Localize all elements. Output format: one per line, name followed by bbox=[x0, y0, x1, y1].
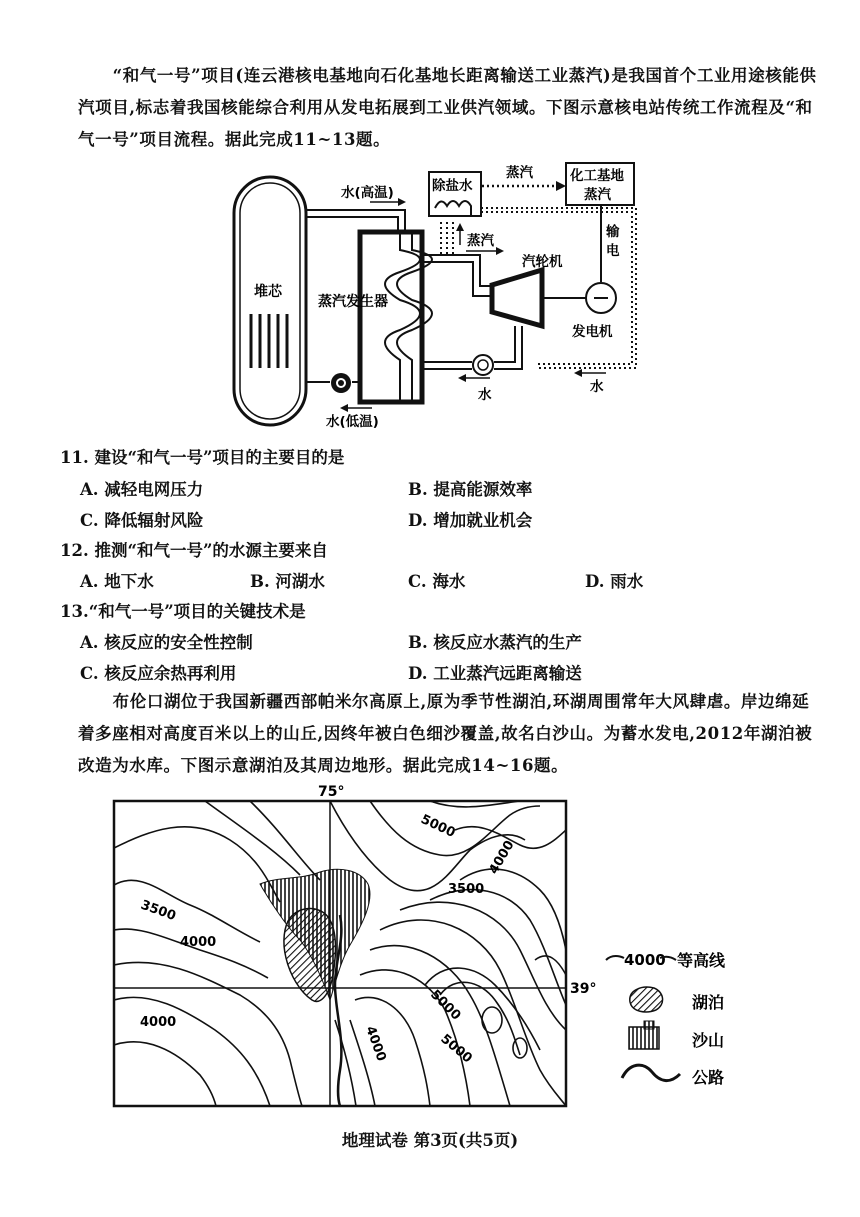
contour-label: 3500 bbox=[448, 882, 485, 897]
steam-mid-label: 蒸汽 bbox=[467, 233, 494, 249]
q12-option-a[interactable]: A. 地下水 bbox=[80, 572, 154, 591]
q11-option-c[interactable]: C. 降低辐射风险 bbox=[80, 511, 204, 530]
contour-label: 4000 bbox=[362, 1024, 389, 1064]
legend-lake-label: 湖泊 bbox=[692, 993, 725, 1012]
q12-option-b[interactable]: B. 河湖水 bbox=[250, 572, 325, 591]
intro-paragraph-2: 布伦口湖位于我国新疆西部帕米尔高原上,原为季节性湖泊,环湖周围常年大风肆虐。岸边绵延着多座相对高度百米以上的山丘,因终年被白色细沙覆盖,故名白沙山。为蓄水发电,2012年湖泊被改造为水库。下图示意湖泊及其周边地形。据此完成14~16题。 bbox=[78, 692, 813, 775]
longitude-label: 75° bbox=[318, 784, 345, 800]
legend-road-label: 公路 bbox=[692, 1068, 725, 1087]
contour-label: 4000 bbox=[486, 838, 518, 877]
turbine bbox=[492, 270, 542, 326]
steam-top-label: 蒸汽 bbox=[506, 165, 533, 181]
contour-label: 5000 bbox=[418, 812, 458, 841]
generator-label: 发电机 bbox=[572, 324, 613, 340]
reactor-label: 堆芯 bbox=[254, 284, 282, 300]
water-high-label: 水(高温) bbox=[341, 185, 394, 201]
legend-sand-label: 沙山 bbox=[692, 1031, 725, 1050]
q13-option-d[interactable]: D. 工业蒸汽远距离输送 bbox=[408, 664, 582, 683]
water-bottom-label: 水 bbox=[478, 387, 492, 403]
map-legend bbox=[606, 951, 726, 1087]
q12-option-d[interactable]: D. 雨水 bbox=[585, 572, 644, 591]
question-12: 12. 推测“和气一号”的水源主要来自 bbox=[60, 541, 328, 560]
q11-option-d[interactable]: D. 增加就业机会 bbox=[408, 511, 533, 530]
q13-option-c[interactable]: C. 核反应余热再利用 bbox=[80, 664, 237, 683]
transmit-label-2: 电 bbox=[606, 243, 620, 259]
steam-generator-label: 蒸汽发生器 bbox=[318, 294, 388, 310]
q11-option-a[interactable]: A. 减轻电网压力 bbox=[80, 480, 204, 499]
reactor-vessel bbox=[234, 177, 306, 425]
base-label-2: 蒸汽 bbox=[584, 187, 611, 203]
nuclear-flow-diagram bbox=[0, 150, 860, 440]
legend-contour-label: 等高线 bbox=[677, 951, 726, 970]
legend-contour-value: 4000 bbox=[624, 951, 666, 969]
q12-option-c[interactable]: C. 海水 bbox=[408, 572, 466, 591]
base-label-1: 化工基地 bbox=[570, 168, 624, 184]
turbine-label: 汽轮机 bbox=[522, 254, 563, 270]
contour-label: 4000 bbox=[180, 935, 217, 950]
contour-map bbox=[0, 780, 860, 1120]
q11-option-b[interactable]: B. 提高能源效率 bbox=[408, 480, 533, 499]
desalt-label: 除盐水 bbox=[432, 178, 473, 194]
contour-label: 4000 bbox=[140, 1015, 177, 1030]
latitude-label: 39° bbox=[570, 981, 597, 997]
q13-option-b[interactable]: B. 核反应水蒸汽的生产 bbox=[408, 633, 582, 652]
pump-light bbox=[473, 355, 493, 375]
transmit-label-1: 输 bbox=[606, 224, 620, 240]
water-low-label: 水(低温) bbox=[326, 414, 379, 430]
q13-option-a[interactable]: A. 核反应的安全性控制 bbox=[80, 633, 253, 652]
water-right-label: 水 bbox=[590, 379, 604, 395]
question-13: 13.“和气一号”项目的关键技术是 bbox=[60, 602, 306, 621]
contour-label: 3500 bbox=[138, 897, 178, 925]
contour-label: 5000 bbox=[437, 1031, 475, 1067]
question-11: 11. 建设“和气一号”项目的主要目的是 bbox=[60, 448, 345, 467]
reactor-rods bbox=[251, 314, 287, 368]
intro-paragraph-1: “和气一号”项目(连云港核电基地向石化基地长距离输送工业蒸汽)是我国首个工业用途核能供汽项目,标志着我国核能综合利用从发电拓展到工业供汽领域。下图示意核电站传统工作流程及“和气一号”项目流程。据此完成11~13题。 bbox=[78, 66, 817, 149]
page-footer: 地理试卷 第3页(共5页) bbox=[341, 1131, 519, 1150]
contour-label: 5000 bbox=[427, 987, 464, 1024]
